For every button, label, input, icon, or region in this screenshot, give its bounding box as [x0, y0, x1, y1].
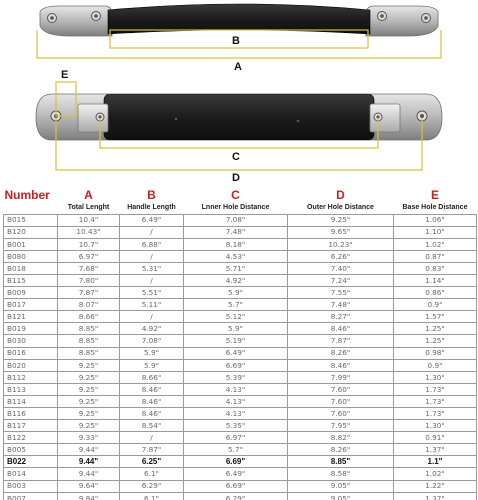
model-number-cell: B080 [4, 250, 58, 262]
dimension-cell: 1.25" [394, 335, 477, 347]
model-number-cell: B022 [4, 456, 58, 468]
model-number-cell: B016 [4, 347, 58, 359]
spec-table-body [4, 214, 477, 500]
dimension-cell: 7.08" [184, 214, 288, 226]
column-header-e: E [430, 188, 439, 202]
model-number-cell: B005 [4, 444, 58, 456]
dimension-cell: 5.12" [184, 311, 288, 323]
dimension-cell: 8.46" [120, 408, 184, 420]
dimension-cell: 10.4" [58, 214, 120, 226]
dimension-cell: / [120, 250, 184, 262]
table-row [4, 480, 477, 492]
dimension-cell: 5.71" [184, 262, 288, 274]
dimension-cell: 9.05" [288, 480, 394, 492]
dimension-cell: 0.91" [394, 432, 477, 444]
dimension-cell: 1.14" [394, 274, 477, 286]
dimension-cell: 8.85" [58, 347, 120, 359]
dimension-cell: 7.48" [288, 299, 394, 311]
dimension-cell: 0.9" [394, 299, 477, 311]
dimension-cell: 9.25" [58, 420, 120, 432]
table-row [4, 287, 477, 299]
table-row [4, 347, 477, 359]
dimension-cell: 8.85" [58, 323, 120, 335]
table-row [4, 468, 477, 480]
dimension-cell: 1.25" [394, 323, 477, 335]
dimension-cell: 8.46" [288, 323, 394, 335]
dimension-label-e: E [61, 69, 69, 81]
column-description: Handle Length [127, 204, 176, 212]
dimension-cell: 4.92" [120, 323, 184, 335]
dimension-cell: 8.66" [58, 311, 120, 323]
dimension-cell: 9.64" [58, 480, 120, 492]
dimension-cell: 8.46" [120, 383, 184, 395]
column-description-row [4, 202, 477, 214]
dimension-cell: 7.87" [288, 335, 394, 347]
model-number-cell: B007 [4, 492, 58, 500]
dimension-cell: 9.25" [288, 214, 394, 226]
dimension-cell: 1.22" [394, 480, 477, 492]
table-row [4, 408, 477, 420]
dimension-cell: 1.30" [394, 420, 477, 432]
dimension-cell: 10.23" [288, 238, 394, 250]
dimension-cell: 8.46" [120, 395, 184, 407]
dimension-cell: 9.44" [58, 444, 120, 456]
model-number-cell: B030 [4, 335, 58, 347]
dimension-cell: 9.65" [288, 226, 394, 238]
model-number-cell: B018 [4, 262, 58, 274]
dimension-cell: 7.48" [184, 226, 288, 238]
dimension-cell: 9.25" [58, 371, 120, 383]
screw-hole-icon [380, 14, 384, 18]
dimension-cell: 9.44" [58, 456, 120, 468]
dimension-cell: 8.85" [58, 335, 120, 347]
dimension-cell: 7.08" [120, 335, 184, 347]
table-row [4, 371, 477, 383]
dimension-cell: 5.35" [184, 420, 288, 432]
dimension-cell: 7.80" [58, 274, 120, 286]
table-row [4, 214, 477, 226]
model-number-cell: B014 [4, 468, 58, 480]
bottom-handle-grip [104, 94, 374, 140]
dimension-cell: 9.44" [58, 468, 120, 480]
dimension-cell: 6.1" [120, 492, 184, 500]
dimension-cell: 6.97" [184, 432, 288, 444]
dimension-cell: 5.9" [184, 287, 288, 299]
dimension-cell: 5.19" [184, 335, 288, 347]
screw-hole-icon [94, 14, 98, 18]
dimension-cell: / [120, 432, 184, 444]
table-row [4, 323, 477, 335]
dimension-cell: 8.26" [288, 444, 394, 456]
dimension-cell: 8.82" [288, 432, 394, 444]
dimension-cell: 9.25" [58, 383, 120, 395]
dimension-cell: 5.9" [120, 347, 184, 359]
model-number-cell: B121 [4, 311, 58, 323]
column-description: Total Lenght [67, 204, 110, 212]
number-column-header: Number [4, 188, 50, 202]
dimension-label-c: C [232, 151, 240, 163]
dimension-cell: 7.87" [120, 444, 184, 456]
dimension-cell: 6.69" [184, 359, 288, 371]
top-handle [40, 4, 438, 36]
dimension-cell: 6.26" [288, 250, 394, 262]
dimension-cell: 1.02" [394, 468, 477, 480]
table-row [4, 444, 477, 456]
dimension-cell: / [120, 274, 184, 286]
model-number-cell: B019 [4, 323, 58, 335]
dimension-cell: 7.24" [288, 274, 394, 286]
dimension-cell: 1.1" [394, 456, 477, 468]
dimension-cell: 8.58" [288, 468, 394, 480]
dimension-cell: 8.18" [184, 238, 288, 250]
size-spec-table [3, 187, 477, 500]
column-description: Lnner Hole Distance [201, 204, 270, 212]
model-number-cell: B115 [4, 274, 58, 286]
dimension-cell: 7.68" [58, 262, 120, 274]
table-row [4, 432, 477, 444]
dimension-cell: 4.13" [184, 383, 288, 395]
dimension-cell: 8.85" [288, 456, 394, 468]
dimension-cell: 5.9" [120, 359, 184, 371]
model-number-cell: B020 [4, 359, 58, 371]
dimension-cell: 8.54" [120, 420, 184, 432]
dimension-cell: 7.60" [288, 383, 394, 395]
column-header-b: B [147, 188, 156, 202]
dimension-cell: / [120, 226, 184, 238]
dimension-cell: 1.73" [394, 408, 477, 420]
dimension-cell: 6.97" [58, 250, 120, 262]
dimension-cell: 0.86" [394, 287, 477, 299]
dimension-cell: 7.60" [288, 408, 394, 420]
dimension-cell: 8.66" [120, 371, 184, 383]
dimension-label-d: D [232, 172, 240, 184]
dimension-cell: 9.25" [58, 359, 120, 371]
column-letter-row [4, 187, 477, 202]
dimension-cell: 7.40" [288, 262, 394, 274]
dimension-cell: 8.27" [288, 311, 394, 323]
table-row [4, 250, 477, 262]
table-row [4, 238, 477, 250]
table-row [4, 383, 477, 395]
dimension-cell: 5.7" [184, 444, 288, 456]
model-number-cell: B015 [4, 214, 58, 226]
dimension-cell: 4.13" [184, 395, 288, 407]
dimension-label-b: B [232, 35, 240, 47]
column-header-c: C [231, 188, 240, 202]
dimension-cell: 9.05" [288, 492, 394, 500]
dimension-cell: 1.02" [394, 238, 477, 250]
dimension-cell: 7.99" [288, 371, 394, 383]
dimension-cell: 1.73" [394, 395, 477, 407]
dimension-cell: 9.25" [58, 395, 120, 407]
dimension-cell: 8.46" [288, 359, 394, 371]
dimension-cell: 5.7" [184, 299, 288, 311]
dimension-cell: 0.9" [394, 359, 477, 371]
screw-hole-icon [424, 16, 428, 20]
model-number-cell: B117 [4, 420, 58, 432]
dimension-cell: 1.06" [394, 214, 477, 226]
dimension-cell: 0.98" [394, 347, 477, 359]
column-header-a: A [84, 188, 93, 202]
table-row [4, 395, 477, 407]
dimension-label-a: A [234, 61, 242, 73]
table-row [4, 274, 477, 286]
dimension-cell: 7.55" [288, 287, 394, 299]
table-row [4, 335, 477, 347]
dimension-cell: 8.07" [58, 299, 120, 311]
dimension-cell: 5.11" [120, 299, 184, 311]
model-number-cell: B003 [4, 480, 58, 492]
dimension-cell: 0.87" [394, 250, 477, 262]
dimension-cell: 8.26" [288, 347, 394, 359]
table-row [4, 226, 477, 238]
dimension-cell: 1.37" [394, 492, 477, 500]
model-number-cell: B112 [4, 371, 58, 383]
dimension-cell: 0.83" [394, 262, 477, 274]
table-row [4, 456, 477, 468]
dimension-cell: 7.60" [288, 395, 394, 407]
dimension-cell: 9.25" [58, 408, 120, 420]
dimension-cell: 10.7" [58, 238, 120, 250]
dimension-cell: 6.1" [120, 468, 184, 480]
dimension-cell: 1.73" [394, 383, 477, 395]
dimension-cell: 9.84" [58, 492, 120, 500]
screw-hole-icon [50, 16, 54, 20]
dimension-cell: 1.10" [394, 226, 477, 238]
model-number-cell: B120 [4, 226, 58, 238]
dimension-cell: 6.69" [184, 480, 288, 492]
dimension-cell: 4.53" [184, 250, 288, 262]
dimension-cell: 5.31" [120, 262, 184, 274]
dimension-cell: 1.57" [394, 311, 477, 323]
column-header-d: D [336, 188, 345, 202]
bottom-handle [36, 94, 442, 140]
model-number-cell: B017 [4, 299, 58, 311]
dimension-cell: 5.51" [120, 287, 184, 299]
dimension-cell: / [120, 311, 184, 323]
table-row [4, 262, 477, 274]
dimension-cell: 1.30" [394, 371, 477, 383]
dimension-cell: 10.43" [58, 226, 120, 238]
table-row [4, 299, 477, 311]
column-description: Base Hole Distance [402, 204, 468, 212]
model-number-cell: B001 [4, 238, 58, 250]
dimension-cell: 4.13" [184, 408, 288, 420]
dimension-cell: 5.39" [184, 371, 288, 383]
dimension-cell: 6.29" [184, 492, 288, 500]
dimension-cell: 7.87" [58, 287, 120, 299]
column-description: Outer Hole Distance [307, 204, 374, 212]
dimension-cell: 6.49" [120, 214, 184, 226]
screw-hole-icon [420, 114, 424, 118]
dimension-cell: 6.49" [184, 347, 288, 359]
table-row [4, 420, 477, 432]
table-row [4, 492, 477, 500]
dimension-cell: 1.37" [394, 444, 477, 456]
column-description [4, 202, 58, 214]
dimension-cell: 6.25" [120, 456, 184, 468]
model-number-cell: B114 [4, 395, 58, 407]
model-number-cell: B122 [4, 432, 58, 444]
table-row [4, 359, 477, 371]
handle-diagram [0, 0, 478, 186]
dimension-cell: 7.95" [288, 420, 394, 432]
dimension-cell: 4.92" [184, 274, 288, 286]
dimension-cell: 6.88" [120, 238, 184, 250]
dimension-cell: 6.49" [184, 468, 288, 480]
model-number-cell: B116 [4, 408, 58, 420]
model-number-cell: B113 [4, 383, 58, 395]
table-row [4, 311, 477, 323]
dimension-cell: 6.29" [120, 480, 184, 492]
model-number-cell: B009 [4, 287, 58, 299]
dimension-cell: 5.9" [184, 323, 288, 335]
dimension-cell: 9.33" [58, 432, 120, 444]
dimension-cell: 6.69" [184, 456, 288, 468]
